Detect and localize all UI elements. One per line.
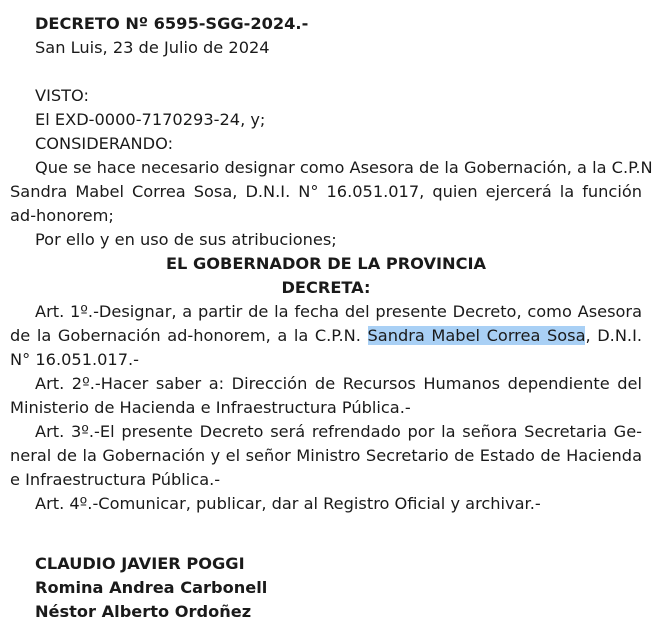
article-2-line-1: Art. 2º.-Hacer saber a: Dirección de Recursos Humanos dependiente del [35, 374, 642, 393]
considerando-label: CONSIDERANDO: [35, 134, 174, 153]
article-1-line-1: Art. 1º.-Designar, a partir de la fecha del presente Decreto, como Asesora [35, 302, 642, 321]
decree-title: DECRETO Nº 6595-SGG-2024.- [35, 14, 309, 33]
article-1-line-2 [10, 324, 642, 348]
signatory-governor: CLAUDIO JAVIER POGGI [35, 554, 245, 573]
spacer [10, 516, 642, 538]
article-3-line-1: Art. 3º.-El presente Decreto será refrendado por la señora Secretaria Ge- [35, 422, 642, 441]
place-date: San Luis, 23 de Julio de 2024 [35, 38, 270, 57]
article-1-text-post: , D.N.I. [585, 326, 643, 345]
considerando-line-2: Sandra Mabel Correa Sosa, D.N.I. N° 16.051.017, quien ejercerá la función [10, 182, 642, 201]
article-2-line-2: Ministerio de Hacienda e Infraestructura Pública.- [10, 398, 411, 417]
governor-heading: EL GOBERNADOR DE LA PROVINCIA [165, 254, 487, 273]
signatory-minister: Néstor Alberto Ordoñez [35, 602, 252, 621]
article-3-line-3: e Infraestructura Pública.- [10, 470, 221, 489]
visto-label: VISTO: [35, 86, 89, 105]
considerando-line-1: Que se hace necesario designar como Asesora de la Gobernación, a la C.P.N [35, 158, 653, 177]
considerando-paragraph [10, 156, 653, 228]
article-2 [10, 372, 642, 420]
spacer [10, 60, 642, 84]
por-ello-text: Por ello y en uso de sus atribuciones; [35, 230, 337, 249]
highlighted-name[interactable]: Sandra Mabel Correa Sosa [367, 326, 586, 345]
decreta-heading: DECRETA: [281, 278, 371, 297]
expediente-ref: El EXD-0000-7170293-24, y; [35, 110, 266, 129]
article-3 [10, 420, 642, 492]
article-1 [10, 300, 642, 372]
article-3-line-2: neral de la Gobernación y el señor Ministro Secretario de Estado de Hacienda [10, 446, 642, 465]
article-1-text-pre: de la Gobernación ad-honorem, a la C.P.N. [10, 326, 368, 345]
signatory-secretary: Romina Andrea Carbonell [35, 578, 268, 597]
article-1-line-3: N° 16.051.017.- [10, 350, 140, 369]
article-4: Art. 4º.-Comunicar, publicar, dar al Registro Oficial y archivar.- [35, 494, 541, 513]
considerando-line-3: ad-honorem; [10, 206, 114, 225]
spacer [10, 538, 642, 552]
